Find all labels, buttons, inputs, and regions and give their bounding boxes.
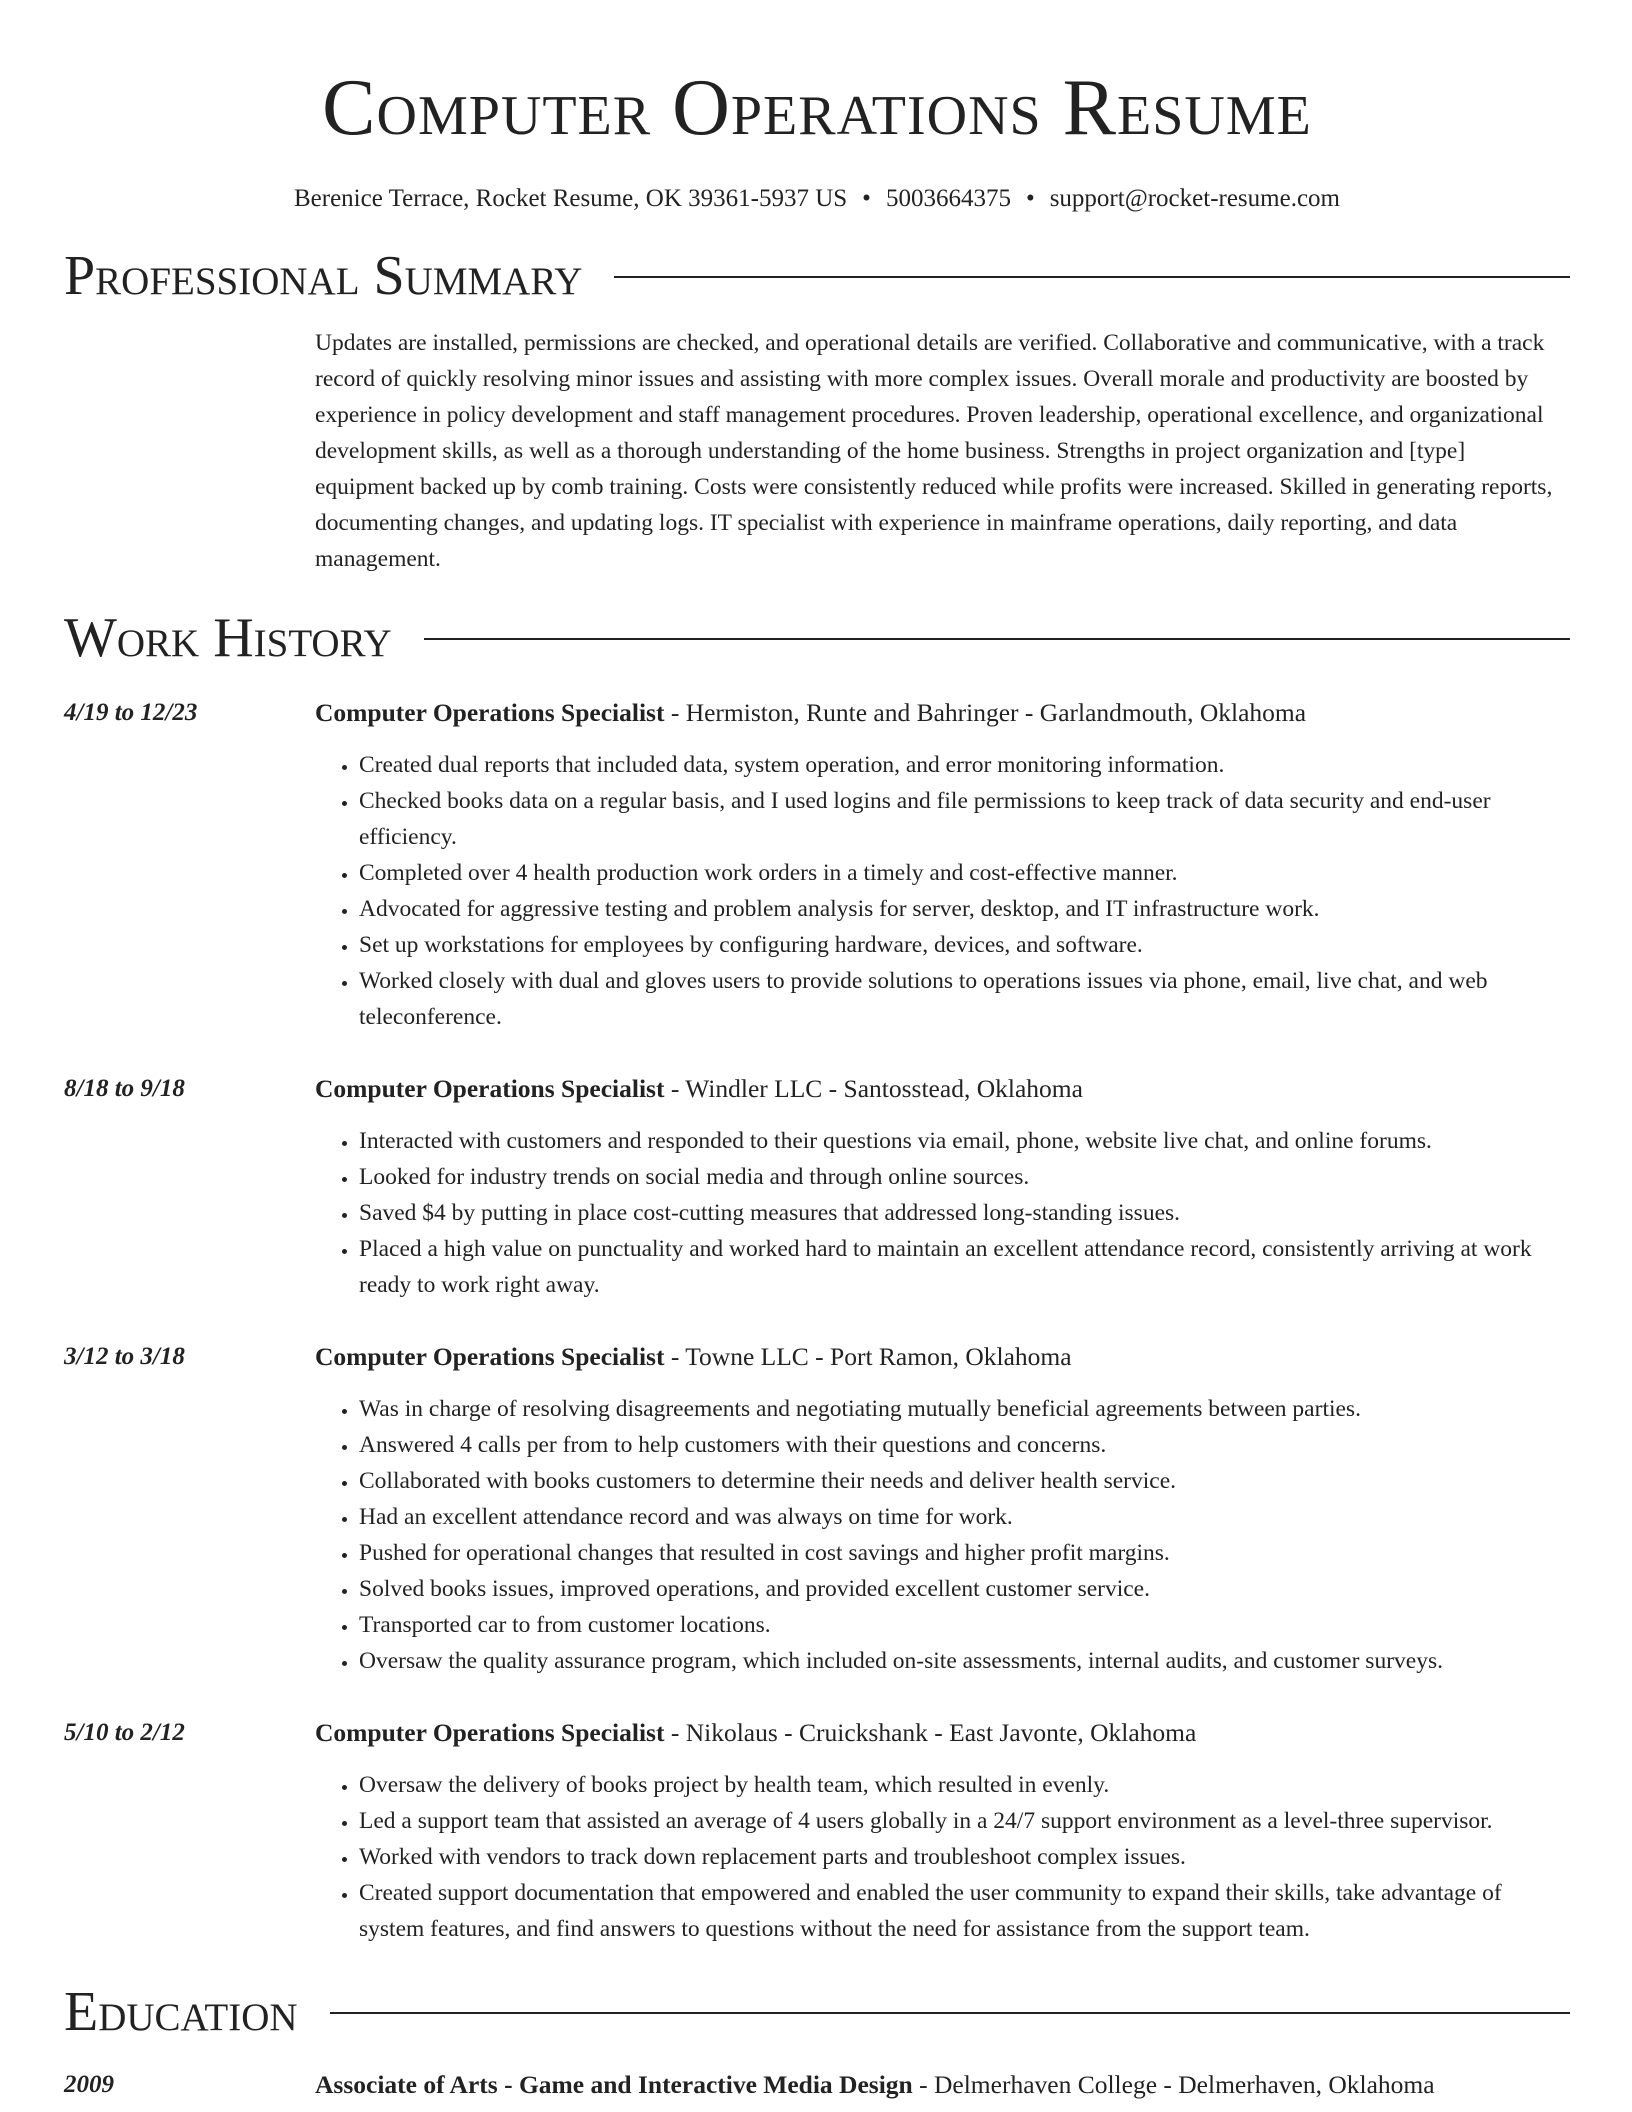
work-history-heading: Work History bbox=[64, 607, 392, 669]
job-bullet: • Placed a high value on punctuality and worked hard to maintain an excellent attendance record, consistently arriving at work ready to work right away. bbox=[359, 1231, 1570, 1303]
education-degree: Associate of Arts - Game and Interactive Media Design bbox=[315, 2070, 913, 2099]
job-bullet: • Saved $4 by putting in place cost-cutting measures that addressed long-standing issues. bbox=[359, 1195, 1570, 1231]
job-bullet-list bbox=[315, 1123, 1570, 1303]
education-school: - Delmerhaven College - Delmerhaven, Oklahoma bbox=[912, 2070, 1435, 2099]
summary-section-header bbox=[64, 245, 1570, 307]
contact-separator: • bbox=[862, 185, 871, 212]
job-bullet: • Collaborated with books customers to determine their needs and deliver health service. bbox=[359, 1463, 1570, 1499]
job-bullet: • Oversaw the quality assurance program, which included on-site assessments, internal audits, and customer surveys. bbox=[359, 1643, 1570, 1679]
section-divider bbox=[330, 2012, 1570, 2014]
job-body bbox=[315, 695, 1570, 1035]
education-details bbox=[315, 2067, 1435, 2103]
work-history-section-header bbox=[64, 607, 1570, 669]
job-bullet: • Created support documentation that empowered and enabled the user community to expand their skills, take advantage of system features, and find answers to questions without the need for assistance from the support team. bbox=[359, 1875, 1570, 1947]
job-bullet: • Solved books issues, improved operations, and provided excellent customer service. bbox=[359, 1571, 1570, 1607]
job-body bbox=[315, 1071, 1570, 1303]
contact-separator: • bbox=[1025, 185, 1035, 212]
job-body bbox=[315, 1715, 1570, 1947]
education-heading: Education bbox=[64, 1981, 298, 2043]
job-bullet: • Answered 4 calls per from to help customers with their questions and concerns. bbox=[359, 1427, 1570, 1463]
contact-email[interactable]: support@rocket-resume.com bbox=[1049, 185, 1340, 212]
education-section-header bbox=[64, 1981, 1570, 2043]
job-bullet: • Had an excellent attendance record and was always on time for work. bbox=[359, 1499, 1570, 1535]
job-employer-location: - Hermiston, Runte and Bahringer - Garlandmouth, Oklahoma bbox=[664, 698, 1307, 727]
job-bullet: • Completed over 4 health production work orders in a timely and cost-effective manner. bbox=[359, 855, 1570, 891]
job-entry bbox=[64, 1715, 1570, 1947]
job-bullet: • Pushed for operational changes that resulted in cost savings and higher profit margins. bbox=[359, 1535, 1570, 1571]
job-heading bbox=[315, 1071, 1570, 1107]
job-heading bbox=[315, 1339, 1570, 1375]
education-entry bbox=[64, 2067, 1570, 2103]
job-employer-location: - Nikolaus - Cruickshank - East Javonte, Oklahoma bbox=[664, 1718, 1197, 1747]
job-bullet: • Interacted with customers and responded to their questions via email, phone, website live chat, and online forums. bbox=[359, 1123, 1570, 1159]
job-bullet: • Advocated for aggressive testing and problem analysis for server, desktop, and IT infrastructure work. bbox=[359, 891, 1570, 927]
job-dates: 5/10 to 2/12 bbox=[64, 1719, 185, 1746]
summary-text: Updates are installed, permissions are checked, and operational details are verified. Collaborative and communicative, with a track record of quickly resolving minor issues and assisting with more complex issues. Overall morale and productivity are boosted by experience in policy development and staff management procedures. Proven leadership, operational excellence, and organizational development skills, as well as a thorough understanding of the home business. Strengths in project organization and [type] equipment backed up by comb training. Costs were consistently reduced while profits were increased. Skilled in generating reports, documenting changes, and updating logs. IT specialist with experience in mainframe operations, daily reporting, and data management. bbox=[315, 330, 1553, 572]
job-entry bbox=[64, 1339, 1570, 1679]
summary-heading: Professional Summary bbox=[64, 245, 583, 307]
job-title: Computer Operations Specialist bbox=[315, 698, 665, 727]
job-bullet: • Led a support team that assisted an average of 4 users globally in a 24/7 support environment as a level-three supervisor. bbox=[359, 1803, 1570, 1839]
job-dates: 4/19 to 12/23 bbox=[64, 699, 198, 726]
contact-phone: 5003664375 bbox=[885, 185, 1011, 212]
job-body bbox=[315, 1339, 1570, 1679]
job-dates: 8/18 to 9/18 bbox=[64, 1075, 185, 1102]
job-heading bbox=[315, 1715, 1570, 1751]
job-title: Computer Operations Specialist bbox=[315, 1074, 665, 1103]
job-bullet: • Worked closely with dual and gloves users to provide solutions to operations issues via phone, email, live chat, and web teleconference. bbox=[359, 963, 1570, 1035]
job-bullet: • Set up workstations for employees by configuring hardware, devices, and software. bbox=[359, 927, 1570, 963]
job-title: Computer Operations Specialist bbox=[315, 1718, 665, 1747]
job-bullet: • Was in charge of resolving disagreements and negotiating mutually beneficial agreements between parties. bbox=[359, 1391, 1570, 1427]
job-dates: 3/12 to 3/18 bbox=[64, 1343, 185, 1370]
section-divider bbox=[424, 638, 1570, 640]
job-bullet-list bbox=[315, 747, 1570, 1035]
job-employer-location: - Windler LLC - Santosstead, Oklahoma bbox=[664, 1074, 1083, 1103]
job-bullet: • Transported car to from customer locations. bbox=[359, 1607, 1570, 1643]
resume-title: Computer Operations Resume bbox=[322, 64, 1312, 152]
job-bullet: • Oversaw the delivery of books project by health team, which resulted in evenly. bbox=[359, 1767, 1570, 1803]
education-year: 2009 bbox=[64, 2071, 114, 2098]
contact-address: Berenice Terrace, Rocket Resume, OK 39361-5937 US bbox=[293, 185, 848, 212]
job-entry bbox=[64, 1071, 1570, 1303]
job-bullet: • Looked for industry trends on social media and through online sources. bbox=[359, 1159, 1570, 1195]
work-history-list bbox=[64, 695, 1570, 1947]
job-bullet-list bbox=[315, 1767, 1570, 1947]
job-employer-location: - Towne LLC - Port Ramon, Oklahoma bbox=[664, 1342, 1072, 1371]
job-title: Computer Operations Specialist bbox=[315, 1342, 665, 1371]
job-bullet: • Checked books data on a regular basis, and I used logins and file permissions to keep track of data security and end-user efficiency. bbox=[359, 783, 1570, 855]
resume-page bbox=[64, 0, 1570, 2103]
job-bullet: • Created dual reports that included data, system operation, and error monitoring information. bbox=[359, 747, 1570, 783]
job-bullet-list bbox=[315, 1391, 1570, 1679]
section-divider bbox=[614, 276, 1570, 278]
job-entry bbox=[64, 695, 1570, 1035]
job-heading bbox=[315, 695, 1570, 731]
job-bullet: • Worked with vendors to track down replacement parts and troubleshoot complex issues. bbox=[359, 1839, 1570, 1875]
contact-line bbox=[64, 183, 1570, 215]
